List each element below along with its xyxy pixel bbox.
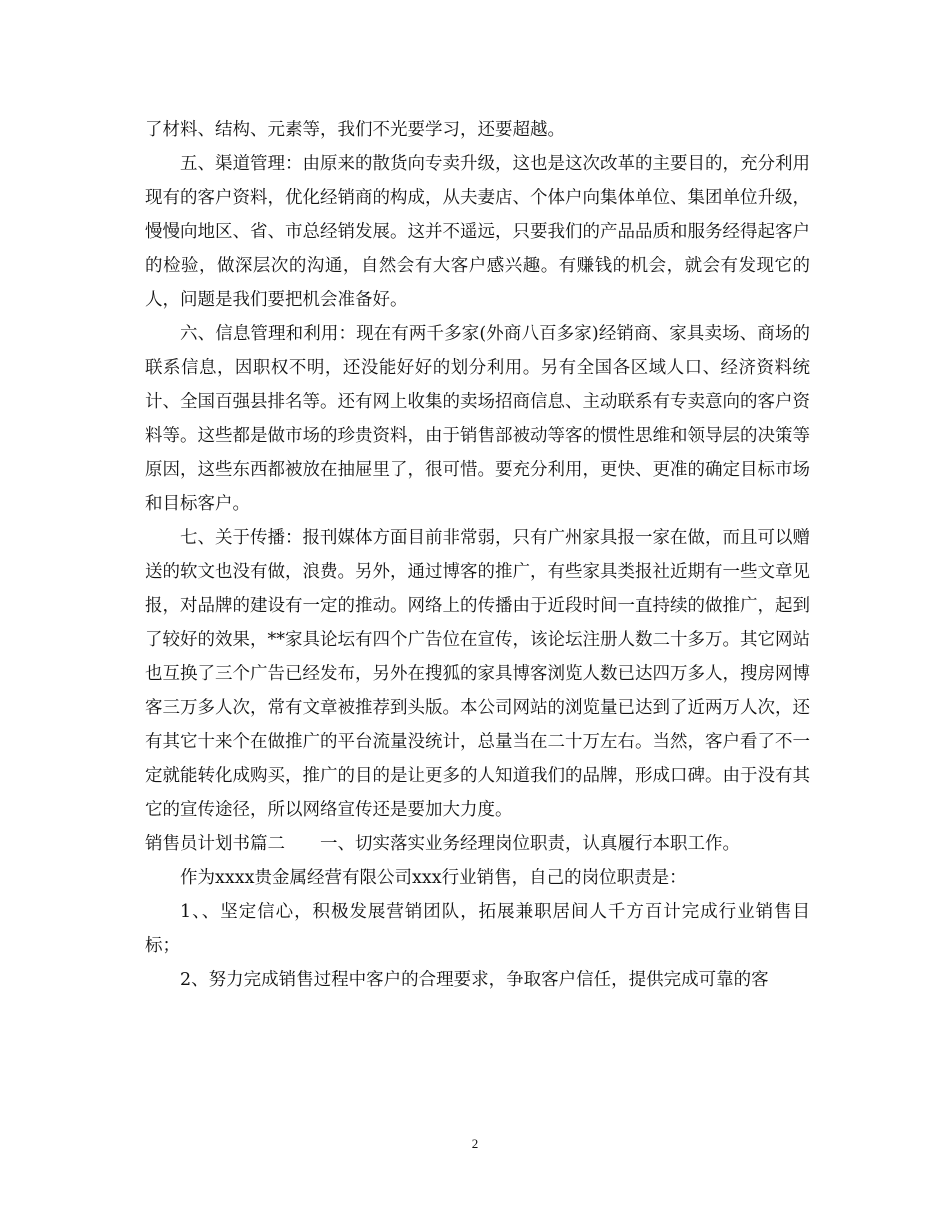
paragraph-3: 六、信息管理和利用：现在有两千多家(外商八百多家)经销商、家具卖场、商场的联系信息，因职权不明，还没能好好的划分利用。另有全国各区域人口、经济资料统计、全国百强县排名等。还有网上收集的卖场招商信息、主动联系有专卖意向的客户资料等。这些都是做市场的珍贵资料，由于销售部被动等客的惯性思维和领导层的决策等原因，这些东西都被放在抽屉里了，很可惜。要充分利用，更快、更准的确定目标市场和目标客户。	[145, 324, 810, 514]
paragraph-4: 七、关于传播：报刊媒体方面目前非常弱，只有广州家具报一家在做，而且可以赠送的软文也没有做，浪费。另外，通过博客的推广，有些家具类报社近期有一些文章见报，对品牌的建设有一定的推动。网络上的传播由于近段时间一直持续的做推广，起到了较好的效果，**家具论坛有四个广告位在宣传，该论坛注册人数二十多万。其它网站也互换了三个广告已经发布，另外在搜狐的家具博客浏览人数已达四万多人，搜房网博客三万多人次，常有文章被推荐到头版。本公司网站的浏览量已达到了近两万人次，还有其它十来个在做推广的平台流量没统计，总量当在二十万左右。当然，客户看了不一定就能转化成购买，推广的目的是让更多的人知道我们的品牌，形成口碑。由于没有其它的宣传途径，所以网络宣传还是要加大力度。	[145, 528, 810, 820]
document-body	[145, 113, 810, 997]
page-number: 2	[471, 1136, 479, 1151]
paragraph-1: 了材料、结构、元素等，我们不光要学习，还要超越。	[145, 120, 565, 140]
paragraph-7: 1、、坚定信心，积极发展营销团队，拓展兼职居间人千方百计完成行业销售目标；	[145, 902, 810, 956]
paragraph-5: 销售员计划书篇二 一、切实落实业务经理岗位职责，认真履行本职工作。	[145, 834, 740, 854]
paragraph-8: 2、努力完成销售过程中客户的合理要求，争取客户信任，提供完成可靠的客	[180, 970, 769, 990]
paragraph-6: 作为xxxx贵金属经营有限公司xxx行业销售，自己的岗位职责是：	[180, 868, 687, 888]
paragraph-2: 五、渠道管理：由原来的散货向专卖升级，这也是这次改革的主要目的，充分利用现有的客户资料，优化经销商的构成，从夫妻店、个体户向集体单位、集团单位升级，慢慢向地区、省、市总经销发展。这并不遥远，只要我们的产品品质和服务经得起客户的检验，做深层次的沟通，自然会有大客户感兴趣。有赚钱的机会，就会有发现它的人，问题是我们要把机会准备好。	[145, 154, 810, 310]
